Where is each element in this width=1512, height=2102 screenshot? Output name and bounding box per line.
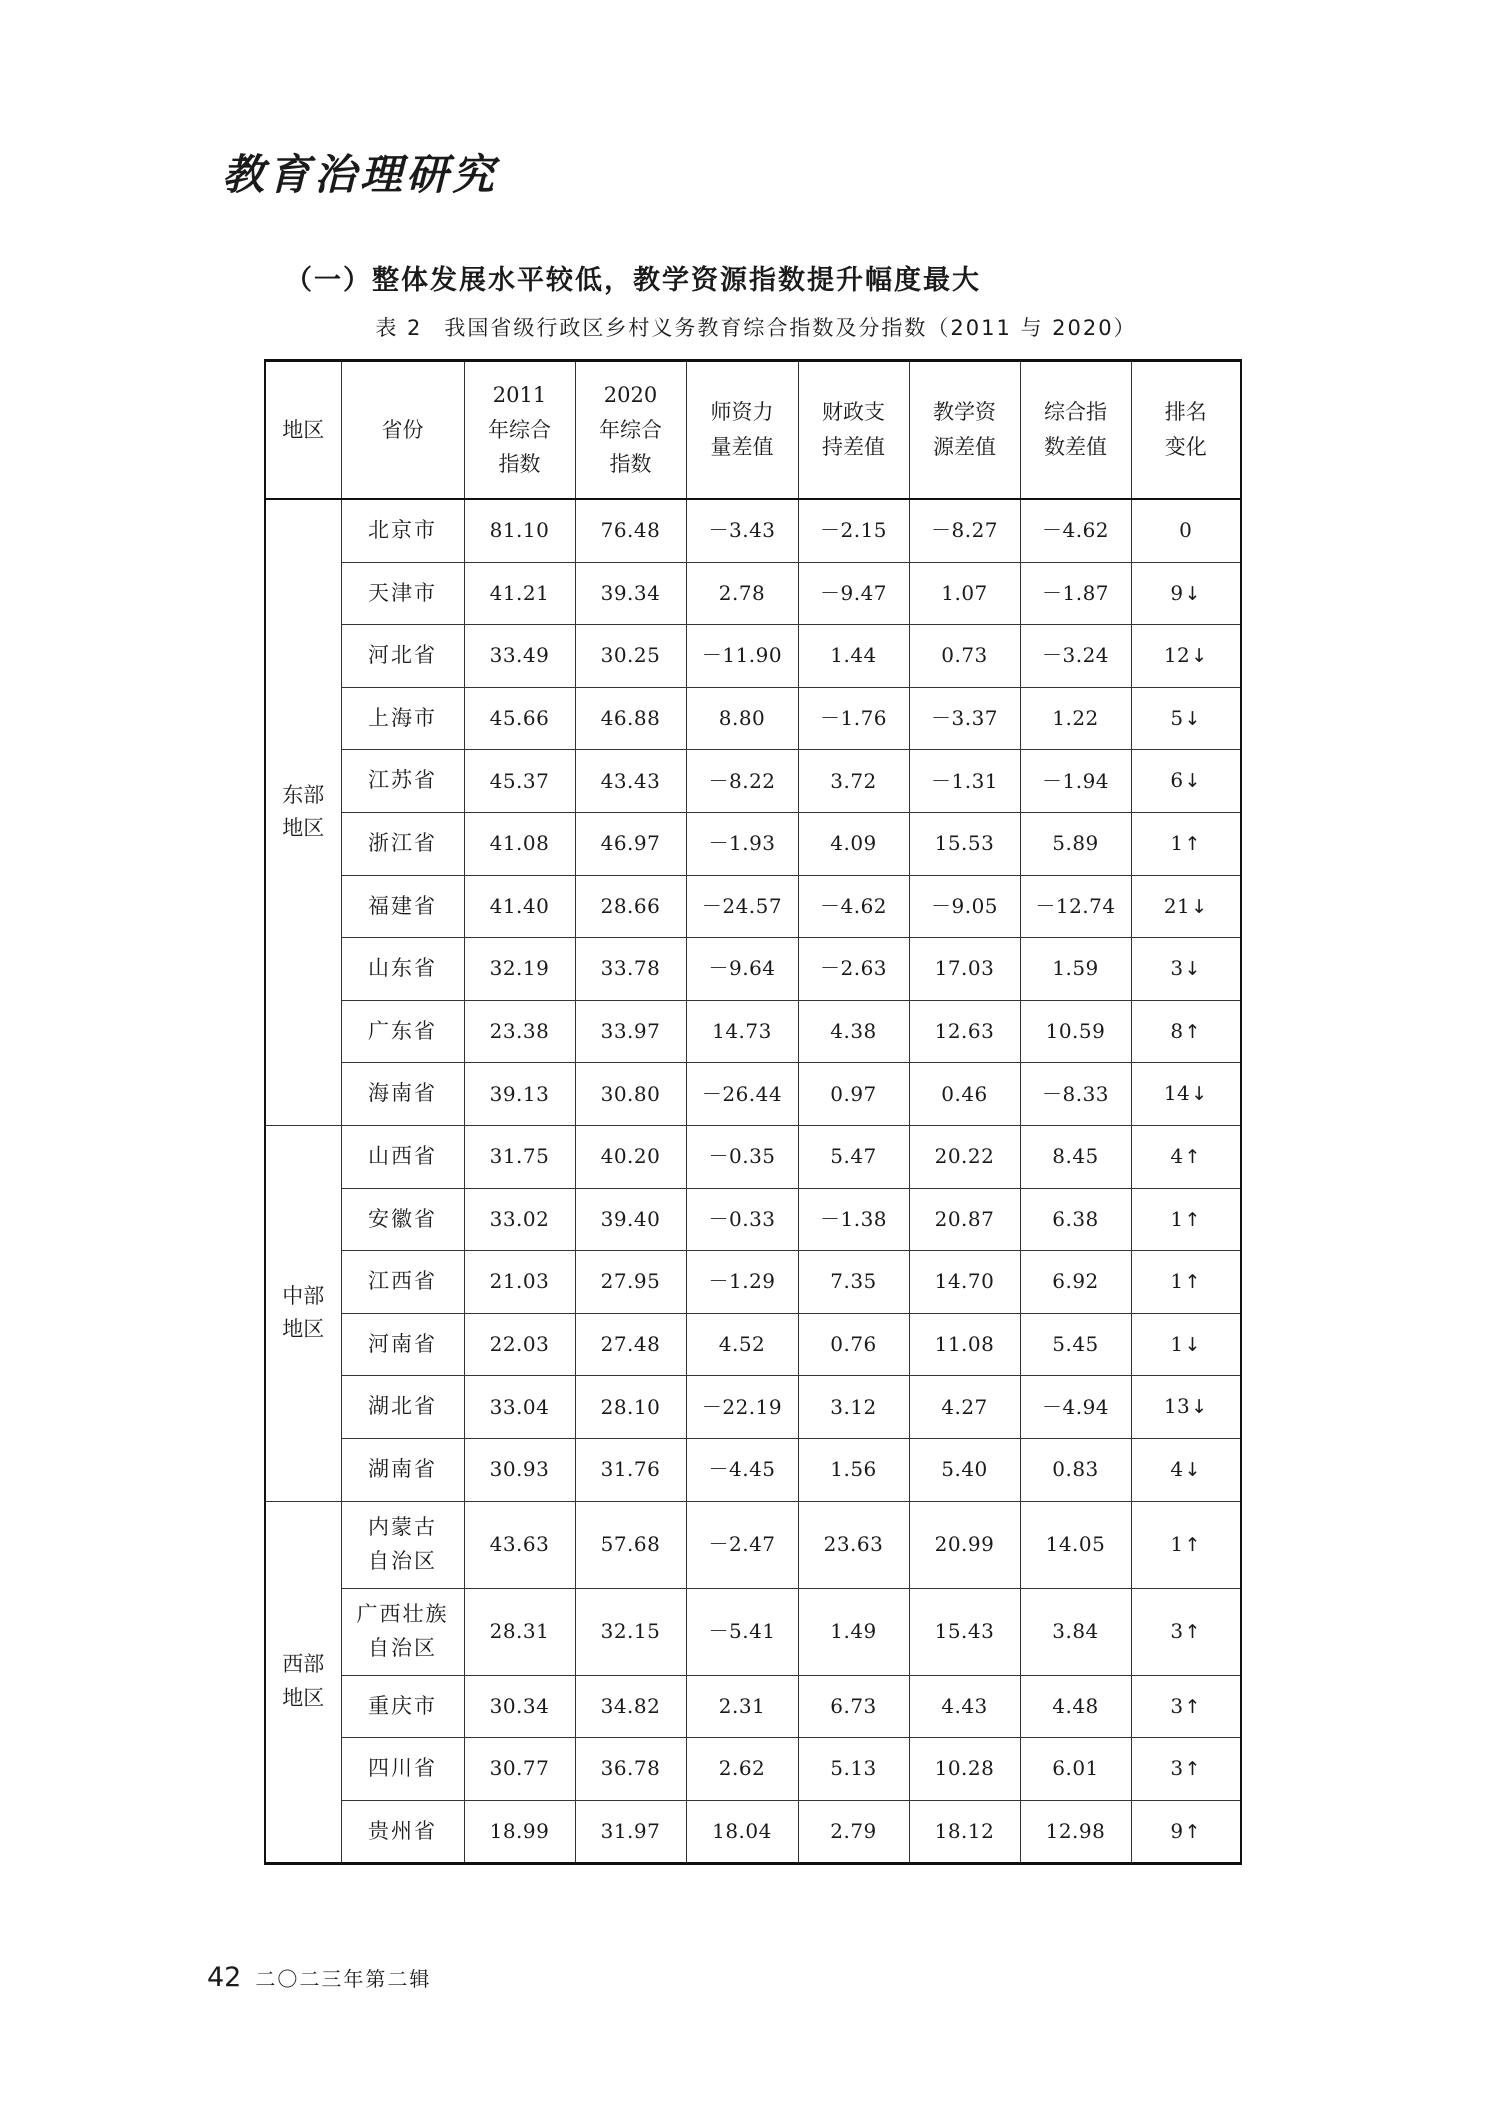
section-heading: （一）整体发展水平较低，教学资源指数提升幅度最大 [285, 265, 981, 296]
finance-cell: 2.79 [798, 1800, 909, 1864]
composite-cell: 8.45 [1020, 1125, 1131, 1188]
table-row [265, 750, 1241, 813]
resource-cell: 4.43 [909, 1675, 1020, 1738]
province-cell: 四川省 [341, 1738, 464, 1801]
table-row [265, 1313, 1241, 1376]
finance-cell: －4.62 [798, 875, 909, 938]
province-cell: 上海市 [341, 687, 464, 750]
composite-cell: －1.94 [1020, 750, 1131, 813]
resource-cell: 11.08 [909, 1313, 1020, 1376]
composite-cell: －4.94 [1020, 1376, 1131, 1439]
province-cell: 安徽省 [341, 1188, 464, 1251]
y2020-cell: 30.25 [575, 625, 686, 688]
resource-cell: －3.37 [909, 687, 1020, 750]
composite-cell: 5.89 [1020, 812, 1131, 875]
resource-cell: 15.53 [909, 812, 1020, 875]
composite-cell: 1.22 [1020, 687, 1131, 750]
table-row [265, 1063, 1241, 1126]
y2020-cell: 28.10 [575, 1376, 686, 1439]
teacher-cell: 4.52 [686, 1313, 798, 1376]
finance-cell: 1.44 [798, 625, 909, 688]
rank-change-cell: 6↓ [1131, 750, 1241, 813]
table-header-row [265, 361, 1241, 500]
y2011-cell: 30.93 [464, 1438, 575, 1501]
y2011-cell: 23.38 [464, 1000, 575, 1063]
arrow-up-icon: ↑ [1184, 1271, 1202, 1294]
y2020-cell: 46.88 [575, 687, 686, 750]
rank-change-cell: 13↓ [1131, 1376, 1241, 1439]
rank-change-cell: 1↑ [1131, 1251, 1241, 1314]
finance-cell: 4.09 [798, 812, 909, 875]
y2020-cell: 27.95 [575, 1251, 686, 1314]
finance-cell: 0.76 [798, 1313, 909, 1376]
region-cell-west: 西部 地区 [265, 1501, 341, 1864]
arrow-up-icon: ↑ [1184, 1620, 1202, 1643]
resource-cell: －9.05 [909, 875, 1020, 938]
table-row [265, 875, 1241, 938]
arrow-down-icon: ↓ [1184, 770, 1202, 793]
rank-change-cell: 12↓ [1131, 625, 1241, 688]
rank-change-cell: 3↑ [1131, 1675, 1241, 1738]
composite-cell: －8.33 [1020, 1063, 1131, 1126]
table-row [265, 1675, 1241, 1738]
issue-label: 二〇二三年第二辑 [255, 1967, 432, 1991]
table-row [265, 499, 1241, 562]
y2011-cell: 41.21 [464, 562, 575, 625]
resource-cell: 0.73 [909, 625, 1020, 688]
teacher-cell: －3.43 [686, 499, 798, 562]
composite-cell: 4.48 [1020, 1675, 1131, 1738]
header-rank-change: 排名 变化 [1131, 361, 1241, 500]
header-resource-diff: 教学资 源差值 [909, 361, 1020, 500]
y2011-cell: 81.10 [464, 499, 575, 562]
y2020-cell: 28.66 [575, 875, 686, 938]
province-cell: 重庆市 [341, 1675, 464, 1738]
teacher-cell: －26.44 [686, 1063, 798, 1126]
rank-change-cell: 5↓ [1131, 687, 1241, 750]
province-cell: 北京市 [341, 499, 464, 562]
resource-cell: 20.87 [909, 1188, 1020, 1251]
y2020-cell: 34.82 [575, 1675, 686, 1738]
header-2020-index: 2020 年综合 指数 [575, 361, 686, 500]
y2020-cell: 39.40 [575, 1188, 686, 1251]
resource-cell: 4.27 [909, 1376, 1020, 1439]
teacher-cell: －5.41 [686, 1588, 798, 1675]
rank-change-cell: 9↑ [1131, 1800, 1241, 1864]
arrow-down-icon: ↓ [1184, 1458, 1202, 1481]
y2020-cell: 39.34 [575, 562, 686, 625]
arrow-up-icon: ↑ [1184, 1145, 1202, 1168]
composite-cell: －1.87 [1020, 562, 1131, 625]
teacher-cell: 18.04 [686, 1800, 798, 1864]
table-caption-label: 表 2 [375, 316, 423, 340]
province-cell: 山西省 [341, 1125, 464, 1188]
page-number: 42 [207, 1962, 242, 1993]
teacher-cell: －1.93 [686, 812, 798, 875]
province-cell: 山东省 [341, 938, 464, 1001]
teacher-cell: －11.90 [686, 625, 798, 688]
page-footer [207, 1962, 431, 1993]
composite-cell: 1.59 [1020, 938, 1131, 1001]
teacher-cell: －9.64 [686, 938, 798, 1001]
province-cell: 河南省 [341, 1313, 464, 1376]
finance-cell: 23.63 [798, 1501, 909, 1588]
resource-cell: 1.07 [909, 562, 1020, 625]
y2020-cell: 31.97 [575, 1800, 686, 1864]
y2020-cell: 40.20 [575, 1125, 686, 1188]
arrow-up-icon: ↑ [1184, 1208, 1202, 1231]
resource-cell: 20.22 [909, 1125, 1020, 1188]
rank-change-cell: 14↓ [1131, 1063, 1241, 1126]
arrow-up-icon: ↑ [1184, 1820, 1202, 1843]
province-cell: 福建省 [341, 875, 464, 938]
province-cell: 浙江省 [341, 812, 464, 875]
teacher-cell: －1.29 [686, 1251, 798, 1314]
table-row [265, 938, 1241, 1001]
table-row [265, 625, 1241, 688]
province-cell: 贵州省 [341, 1800, 464, 1864]
arrow-down-icon: ↓ [1191, 1083, 1208, 1106]
y2011-cell: 43.63 [464, 1501, 575, 1588]
table-body [265, 499, 1241, 1864]
composite-cell: －12.74 [1020, 875, 1131, 938]
finance-cell: －9.47 [798, 562, 909, 625]
y2020-cell: 31.76 [575, 1438, 686, 1501]
teacher-cell: －4.45 [686, 1438, 798, 1501]
province-cell: 江苏省 [341, 750, 464, 813]
teacher-cell: 2.31 [686, 1675, 798, 1738]
y2011-cell: 21.03 [464, 1251, 575, 1314]
teacher-cell: －0.35 [686, 1125, 798, 1188]
y2020-cell: 33.97 [575, 1000, 686, 1063]
y2011-cell: 33.49 [464, 625, 575, 688]
header-finance-diff: 财政支 持差值 [798, 361, 909, 500]
region-cell-east: 东部 地区 [265, 499, 341, 1125]
finance-cell: 5.47 [798, 1125, 909, 1188]
province-cell: 江西省 [341, 1251, 464, 1314]
resource-cell: 15.43 [909, 1588, 1020, 1675]
province-cell: 湖北省 [341, 1376, 464, 1439]
finance-cell: 1.56 [798, 1438, 909, 1501]
y2020-cell: 33.78 [575, 938, 686, 1001]
province-cell: 天津市 [341, 562, 464, 625]
composite-cell: 0.83 [1020, 1438, 1131, 1501]
resource-cell: 12.63 [909, 1000, 1020, 1063]
y2020-cell: 30.80 [575, 1063, 686, 1126]
arrow-down-icon: ↓ [1184, 582, 1202, 605]
composite-cell: 5.45 [1020, 1313, 1131, 1376]
y2011-cell: 33.04 [464, 1376, 575, 1439]
finance-cell: 1.49 [798, 1588, 909, 1675]
y2011-cell: 32.19 [464, 938, 575, 1001]
province-cell: 内蒙古 自治区 [341, 1501, 464, 1588]
teacher-cell: －22.19 [686, 1376, 798, 1439]
teacher-cell: 14.73 [686, 1000, 798, 1063]
province-cell: 河北省 [341, 625, 464, 688]
header-2011-index: 2011 年综合 指数 [464, 361, 575, 500]
y2011-cell: 41.40 [464, 875, 575, 938]
region-cell-central: 中部 地区 [265, 1125, 341, 1501]
composite-cell: 3.84 [1020, 1588, 1131, 1675]
teacher-cell: 2.62 [686, 1738, 798, 1801]
teacher-cell: －8.22 [686, 750, 798, 813]
y2011-cell: 30.34 [464, 1675, 575, 1738]
rank-change-cell: 4↑ [1131, 1125, 1241, 1188]
teacher-cell: －0.33 [686, 1188, 798, 1251]
province-cell: 广东省 [341, 1000, 464, 1063]
resource-cell: －1.31 [909, 750, 1020, 813]
y2011-cell: 31.75 [464, 1125, 575, 1188]
header-teacher-diff: 师资力 量差值 [686, 361, 798, 500]
arrow-up-icon: ↑ [1184, 1020, 1202, 1043]
rank-change-cell: 8↑ [1131, 1000, 1241, 1063]
composite-cell: －4.62 [1020, 499, 1131, 562]
arrow-down-icon: ↓ [1184, 1333, 1202, 1356]
table-row [265, 1125, 1241, 1188]
journal-title: 教育治理研究 [222, 150, 499, 199]
finance-cell: 3.72 [798, 750, 909, 813]
composite-cell: 12.98 [1020, 1800, 1131, 1864]
arrow-up-icon: ↑ [1184, 1695, 1202, 1718]
y2011-cell: 39.13 [464, 1063, 575, 1126]
table-row [265, 1000, 1241, 1063]
rank-change-cell: 1↓ [1131, 1313, 1241, 1376]
table-row [265, 1188, 1241, 1251]
arrow-down-icon: ↓ [1184, 707, 1202, 730]
rank-change-cell: 0 [1131, 499, 1241, 562]
table-row [265, 1501, 1241, 1588]
finance-cell: 7.35 [798, 1251, 909, 1314]
province-cell: 海南省 [341, 1063, 464, 1126]
teacher-cell: 8.80 [686, 687, 798, 750]
y2020-cell: 27.48 [575, 1313, 686, 1376]
rank-change-cell: 3↑ [1131, 1738, 1241, 1801]
header-composite-diff: 综合指 数差值 [1020, 361, 1131, 500]
composite-cell: －3.24 [1020, 625, 1131, 688]
finance-cell: －1.38 [798, 1188, 909, 1251]
teacher-cell: －2.47 [686, 1501, 798, 1588]
teacher-cell: 2.78 [686, 562, 798, 625]
index-table [264, 359, 1242, 1865]
rank-change-cell: 4↓ [1131, 1438, 1241, 1501]
table-caption-text: 我国省级行政区乡村义务教育综合指数及分指数（2011 与 2020） [444, 316, 1137, 340]
composite-cell: 6.92 [1020, 1251, 1131, 1314]
y2011-cell: 45.37 [464, 750, 575, 813]
y2020-cell: 43.43 [575, 750, 686, 813]
y2020-cell: 32.15 [575, 1588, 686, 1675]
rank-change-cell: 1↑ [1131, 1188, 1241, 1251]
table-caption [0, 312, 1512, 342]
finance-cell: 6.73 [798, 1675, 909, 1738]
arrow-down-icon: ↓ [1191, 645, 1208, 668]
resource-cell: 17.03 [909, 938, 1020, 1001]
resource-cell: 20.99 [909, 1501, 1020, 1588]
rank-change-cell: 9↓ [1131, 562, 1241, 625]
resource-cell: 5.40 [909, 1438, 1020, 1501]
table-row [265, 812, 1241, 875]
arrow-up-icon: ↑ [1184, 832, 1202, 855]
resource-cell: －8.27 [909, 499, 1020, 562]
arrow-up-icon: ↑ [1184, 1533, 1202, 1556]
y2011-cell: 33.02 [464, 1188, 575, 1251]
composite-cell: 14.05 [1020, 1501, 1131, 1588]
rank-change-cell: 21↓ [1131, 875, 1241, 938]
y2020-cell: 36.78 [575, 1738, 686, 1801]
table-row [265, 1376, 1241, 1439]
table-row [265, 1588, 1241, 1675]
province-cell: 湖南省 [341, 1438, 464, 1501]
finance-cell: 0.97 [798, 1063, 909, 1126]
table-row [265, 687, 1241, 750]
arrow-down-icon: ↓ [1191, 1396, 1208, 1419]
y2011-cell: 28.31 [464, 1588, 575, 1675]
header-province: 省份 [341, 361, 464, 500]
y2020-cell: 57.68 [575, 1501, 686, 1588]
arrow-down-icon: ↓ [1184, 958, 1202, 981]
province-cell: 广西壮族 自治区 [341, 1588, 464, 1675]
arrow-down-icon: ↓ [1191, 895, 1208, 918]
header-region: 地区 [265, 361, 341, 500]
table-row [265, 1251, 1241, 1314]
rank-change-cell: 3↓ [1131, 938, 1241, 1001]
finance-cell: 3.12 [798, 1376, 909, 1439]
resource-cell: 18.12 [909, 1800, 1020, 1864]
finance-cell: 5.13 [798, 1738, 909, 1801]
finance-cell: 4.38 [798, 1000, 909, 1063]
composite-cell: 6.01 [1020, 1738, 1131, 1801]
rank-change-cell: 1↑ [1131, 1501, 1241, 1588]
finance-cell: －2.15 [798, 499, 909, 562]
rank-change-cell: 3↑ [1131, 1588, 1241, 1675]
finance-cell: －1.76 [798, 687, 909, 750]
y2011-cell: 18.99 [464, 1800, 575, 1864]
resource-cell: 0.46 [909, 1063, 1020, 1126]
resource-cell: 14.70 [909, 1251, 1020, 1314]
arrow-up-icon: ↑ [1184, 1758, 1202, 1781]
composite-cell: 10.59 [1020, 1000, 1131, 1063]
y2020-cell: 76.48 [575, 499, 686, 562]
teacher-cell: －24.57 [686, 875, 798, 938]
table-row [265, 1800, 1241, 1864]
y2011-cell: 41.08 [464, 812, 575, 875]
y2011-cell: 22.03 [464, 1313, 575, 1376]
y2020-cell: 46.97 [575, 812, 686, 875]
y2011-cell: 30.77 [464, 1738, 575, 1801]
finance-cell: －2.63 [798, 938, 909, 1001]
table-row [265, 562, 1241, 625]
y2011-cell: 45.66 [464, 687, 575, 750]
composite-cell: 6.38 [1020, 1188, 1131, 1251]
table-row [265, 1738, 1241, 1801]
resource-cell: 10.28 [909, 1738, 1020, 1801]
table-row [265, 1438, 1241, 1501]
rank-change-cell: 1↑ [1131, 812, 1241, 875]
